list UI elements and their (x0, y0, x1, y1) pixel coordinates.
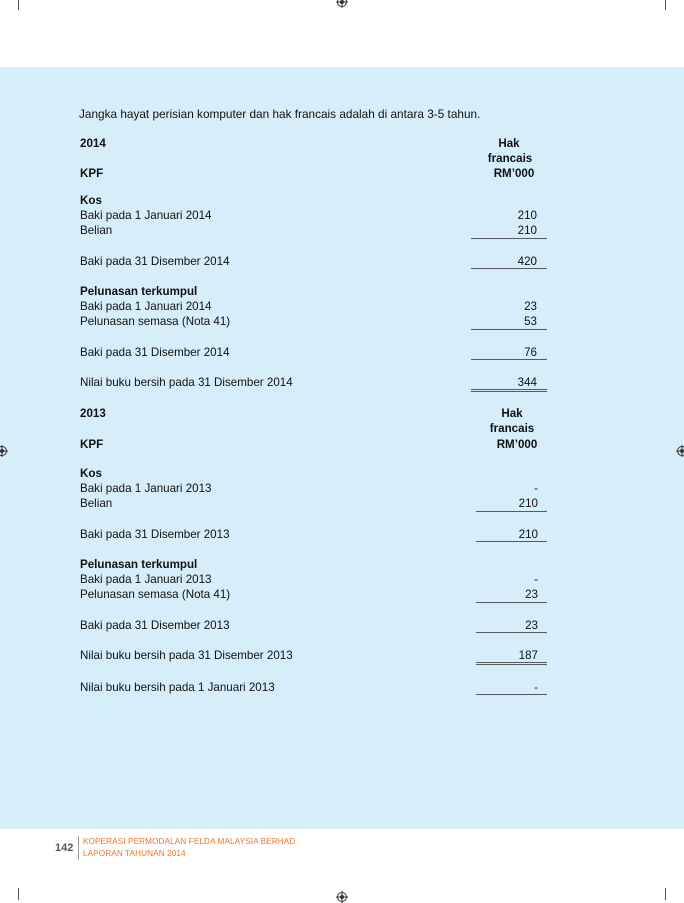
row-value: 23 (458, 588, 538, 602)
year-label: 2014 (80, 137, 106, 151)
entity-label: KPF (80, 167, 103, 181)
row-label: Baki pada 1 Januari 2013 (80, 573, 212, 587)
row-value: 210 (458, 497, 538, 511)
row-label: Belian (80, 224, 112, 238)
registration-mark-icon (0, 445, 8, 457)
subtotal-rule (471, 238, 547, 239)
column-header-line2: francais (472, 422, 552, 436)
page-number: 142 (55, 842, 73, 854)
row-label: Baki pada 1 Januari 2013 (80, 482, 212, 496)
crop-mark (665, 0, 666, 10)
row-label: Baki pada 1 Januari 2014 (80, 209, 212, 223)
row-value: 187 (458, 649, 538, 663)
row-label: Nilai buku bersih pada 1 Januari 2013 (80, 681, 275, 695)
cost-heading: Kos (80, 194, 102, 208)
row-label: Baki pada 31 Disember 2014 (80, 255, 230, 269)
row-label: Baki pada 31 Disember 2014 (80, 346, 230, 360)
footer-report-title: LAPORAN TAHUNAN 2014 (83, 849, 186, 858)
row-value: 53 (457, 315, 537, 329)
subtotal-rule (476, 632, 547, 633)
row-value: - (458, 482, 538, 496)
total-double-rule (471, 389, 547, 392)
subtotal-rule (471, 268, 547, 269)
row-value: 210 (458, 528, 538, 542)
row-value: 210 (457, 209, 537, 223)
row-value: - (458, 681, 538, 695)
row-value: - (458, 573, 538, 587)
total-double-rule (476, 662, 547, 665)
row-label: Nilai buku bersih pada 31 Disember 2014 (80, 376, 293, 390)
subtotal-rule (476, 541, 547, 542)
row-label: Pelunasan semasa (Nota 41) (80, 315, 230, 329)
row-label: Baki pada 31 Disember 2013 (80, 619, 230, 633)
row-value: 23 (458, 619, 538, 633)
amortisation-heading: Pelunasan terkumpul (80, 558, 197, 572)
column-header-unit: RM’000 (474, 167, 554, 181)
registration-mark-icon (676, 445, 684, 457)
column-header-line1: Hak (469, 137, 549, 151)
row-label: Baki pada 1 Januari 2014 (80, 300, 212, 314)
subtotal-rule (476, 602, 547, 603)
intro-text: Jangka hayat perisian komputer dan hak francais adalah di antara 3-5 tahun. (79, 107, 480, 121)
row-value: 76 (457, 346, 537, 360)
crop-mark (18, 888, 19, 900)
crop-mark (18, 0, 19, 10)
row-value: 344 (457, 376, 537, 390)
column-header-line1: Hak (472, 407, 552, 421)
row-label: Belian (80, 497, 112, 511)
subtotal-rule (471, 329, 547, 330)
row-value: 23 (457, 300, 537, 314)
entity-label: KPF (80, 438, 103, 452)
subtotal-rule (471, 359, 547, 360)
cost-heading: Kos (80, 467, 102, 481)
row-label: Baki pada 31 Disember 2013 (80, 528, 230, 542)
amortisation-heading: Pelunasan terkumpul (80, 285, 197, 299)
row-label: Nilai buku bersih pada 31 Disember 2013 (80, 649, 293, 663)
subtotal-rule (476, 511, 547, 512)
footer-divider (78, 836, 79, 860)
column-header-unit: RM’000 (477, 438, 557, 452)
subtotal-rule (476, 694, 547, 695)
crop-mark (665, 888, 666, 900)
row-label: Pelunasan semasa (Nota 41) (80, 588, 230, 602)
row-value: 420 (457, 255, 537, 269)
year-label: 2013 (80, 407, 106, 421)
registration-mark-icon (336, 891, 348, 903)
row-value: 210 (457, 224, 537, 238)
footer-organization: KOPERASI PERMODALAN FELDA MALAYSIA BERHAD (83, 837, 295, 846)
registration-mark-icon (336, 0, 348, 8)
column-header-line2: francais (470, 152, 550, 166)
